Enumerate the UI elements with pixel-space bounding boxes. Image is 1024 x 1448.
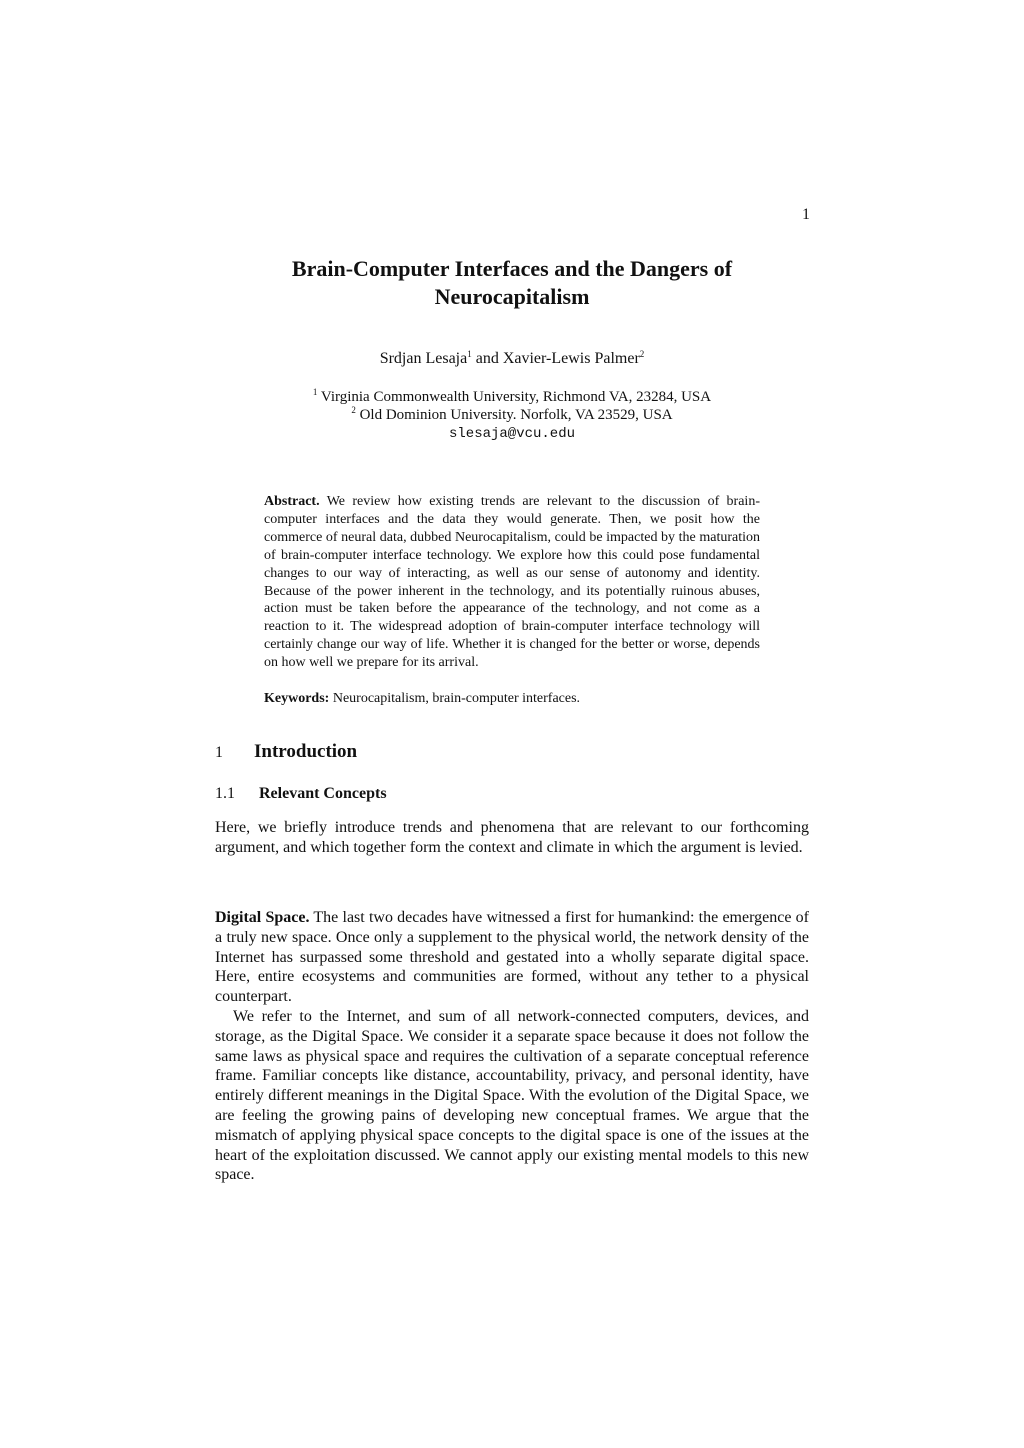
affiliation-line (215, 406, 809, 424)
section-number: 1 (215, 744, 223, 761)
abstract (264, 493, 760, 672)
affiliation-mark: 2 (351, 405, 356, 415)
author-line (215, 349, 809, 369)
affiliation-mark: 2 (639, 349, 645, 359)
author-name: Srdjan Lesaja (379, 350, 468, 367)
paper-title: Brain-Computer Interfaces and the Dangers of Neurocapitalism (291, 256, 733, 309)
subsection-title: Relevant Concepts (259, 785, 387, 802)
abstract-label: Abstract. (264, 494, 320, 509)
affiliations (215, 388, 809, 443)
affiliation-line (215, 388, 809, 406)
email-text[interactable]: slesaja@vcu.edu (448, 426, 576, 442)
digital-space-section (215, 908, 809, 1185)
affiliation-mark: 1 (312, 387, 318, 397)
contact-email[interactable] (215, 424, 809, 443)
intro-paragraph (215, 818, 809, 858)
affiliation-mark: 1 (467, 349, 472, 359)
affiliation-text: Virginia Commonwealth University, Richmond VA, 23284, USA (317, 389, 712, 405)
section-heading (215, 739, 357, 766)
subsection-number: 1.1 (215, 785, 235, 802)
affiliation-text: Old Dominion University. Norfolk, VA 23529, USA (355, 407, 673, 423)
page-number: 1 (802, 206, 810, 223)
paragraph-text: The last two decades have witnessed a first for humankind: the emergence of a truly new space. Once only a supplement to the physical world, the network density of the Internet has surpassed some threshold and gestated into a wholly separate digital space. Here, entire ecosystems and communities are formed, without any tether to a physical counterpart. (215, 909, 810, 1006)
author-joiner: and (471, 350, 503, 367)
author-name: Xavier-Lewis Palmer (502, 350, 640, 367)
keywords-label: Keywords: (264, 691, 330, 706)
section-title: Introduction (254, 741, 358, 762)
paragraph-text: Here, we briefly introduce trends and phenomena that are relevant to our forthcoming argument, and which together form the context and climate in which the argument is levied. (215, 819, 809, 856)
run-in-heading: Digital Space. (215, 909, 310, 926)
subsection-heading (215, 784, 387, 804)
digital-space-paragraph (215, 908, 809, 1007)
keywords (264, 690, 760, 708)
keywords-text: Neurocapitalism, brain-computer interfaces. (329, 691, 581, 706)
paragraph-text: We refer to the Internet, and sum of all network-connected computers, devices, and storage, as the Digital Space. We consider it a separate space because it does not follow the same laws as physical space and requires the cultivation of a separate conceptual reference frame. Familiar concepts like distance, accountability, privacy, and personal identity, have entirely different meanings in the Digital Space. With the evolution of the Digital Space, we are feeling the growing pains of developing new conceptual frames. We argue that the mismatch of applying physical space concepts to the digital space is one of the issues at the heart of the exploitation discussed. We cannot apply our existing mental models to this new space. (215, 1007, 809, 1184)
abstract-text: We review how existing trends are relevant to the discussion of brain-computer interfaces and the data they would generate. Then, we posit how the commerce of neural data, dubbed Neurocapitalism, could be impacted by the maturation of brain-computer interface technology. We explore how this could pose fundamental changes to our way of interacting, as well as our sense of autonomy and identity. Because of the power inherent in the technology, and its potentially ruinous abuses, action must be taken before the appearance of the technology, and not come as a reaction to it. The widespread adoption of brain-computer interface technology will certainly change our way of life. Whether it is changed for the better or worse, depends on how well we prepare for its arrival. (264, 494, 760, 671)
